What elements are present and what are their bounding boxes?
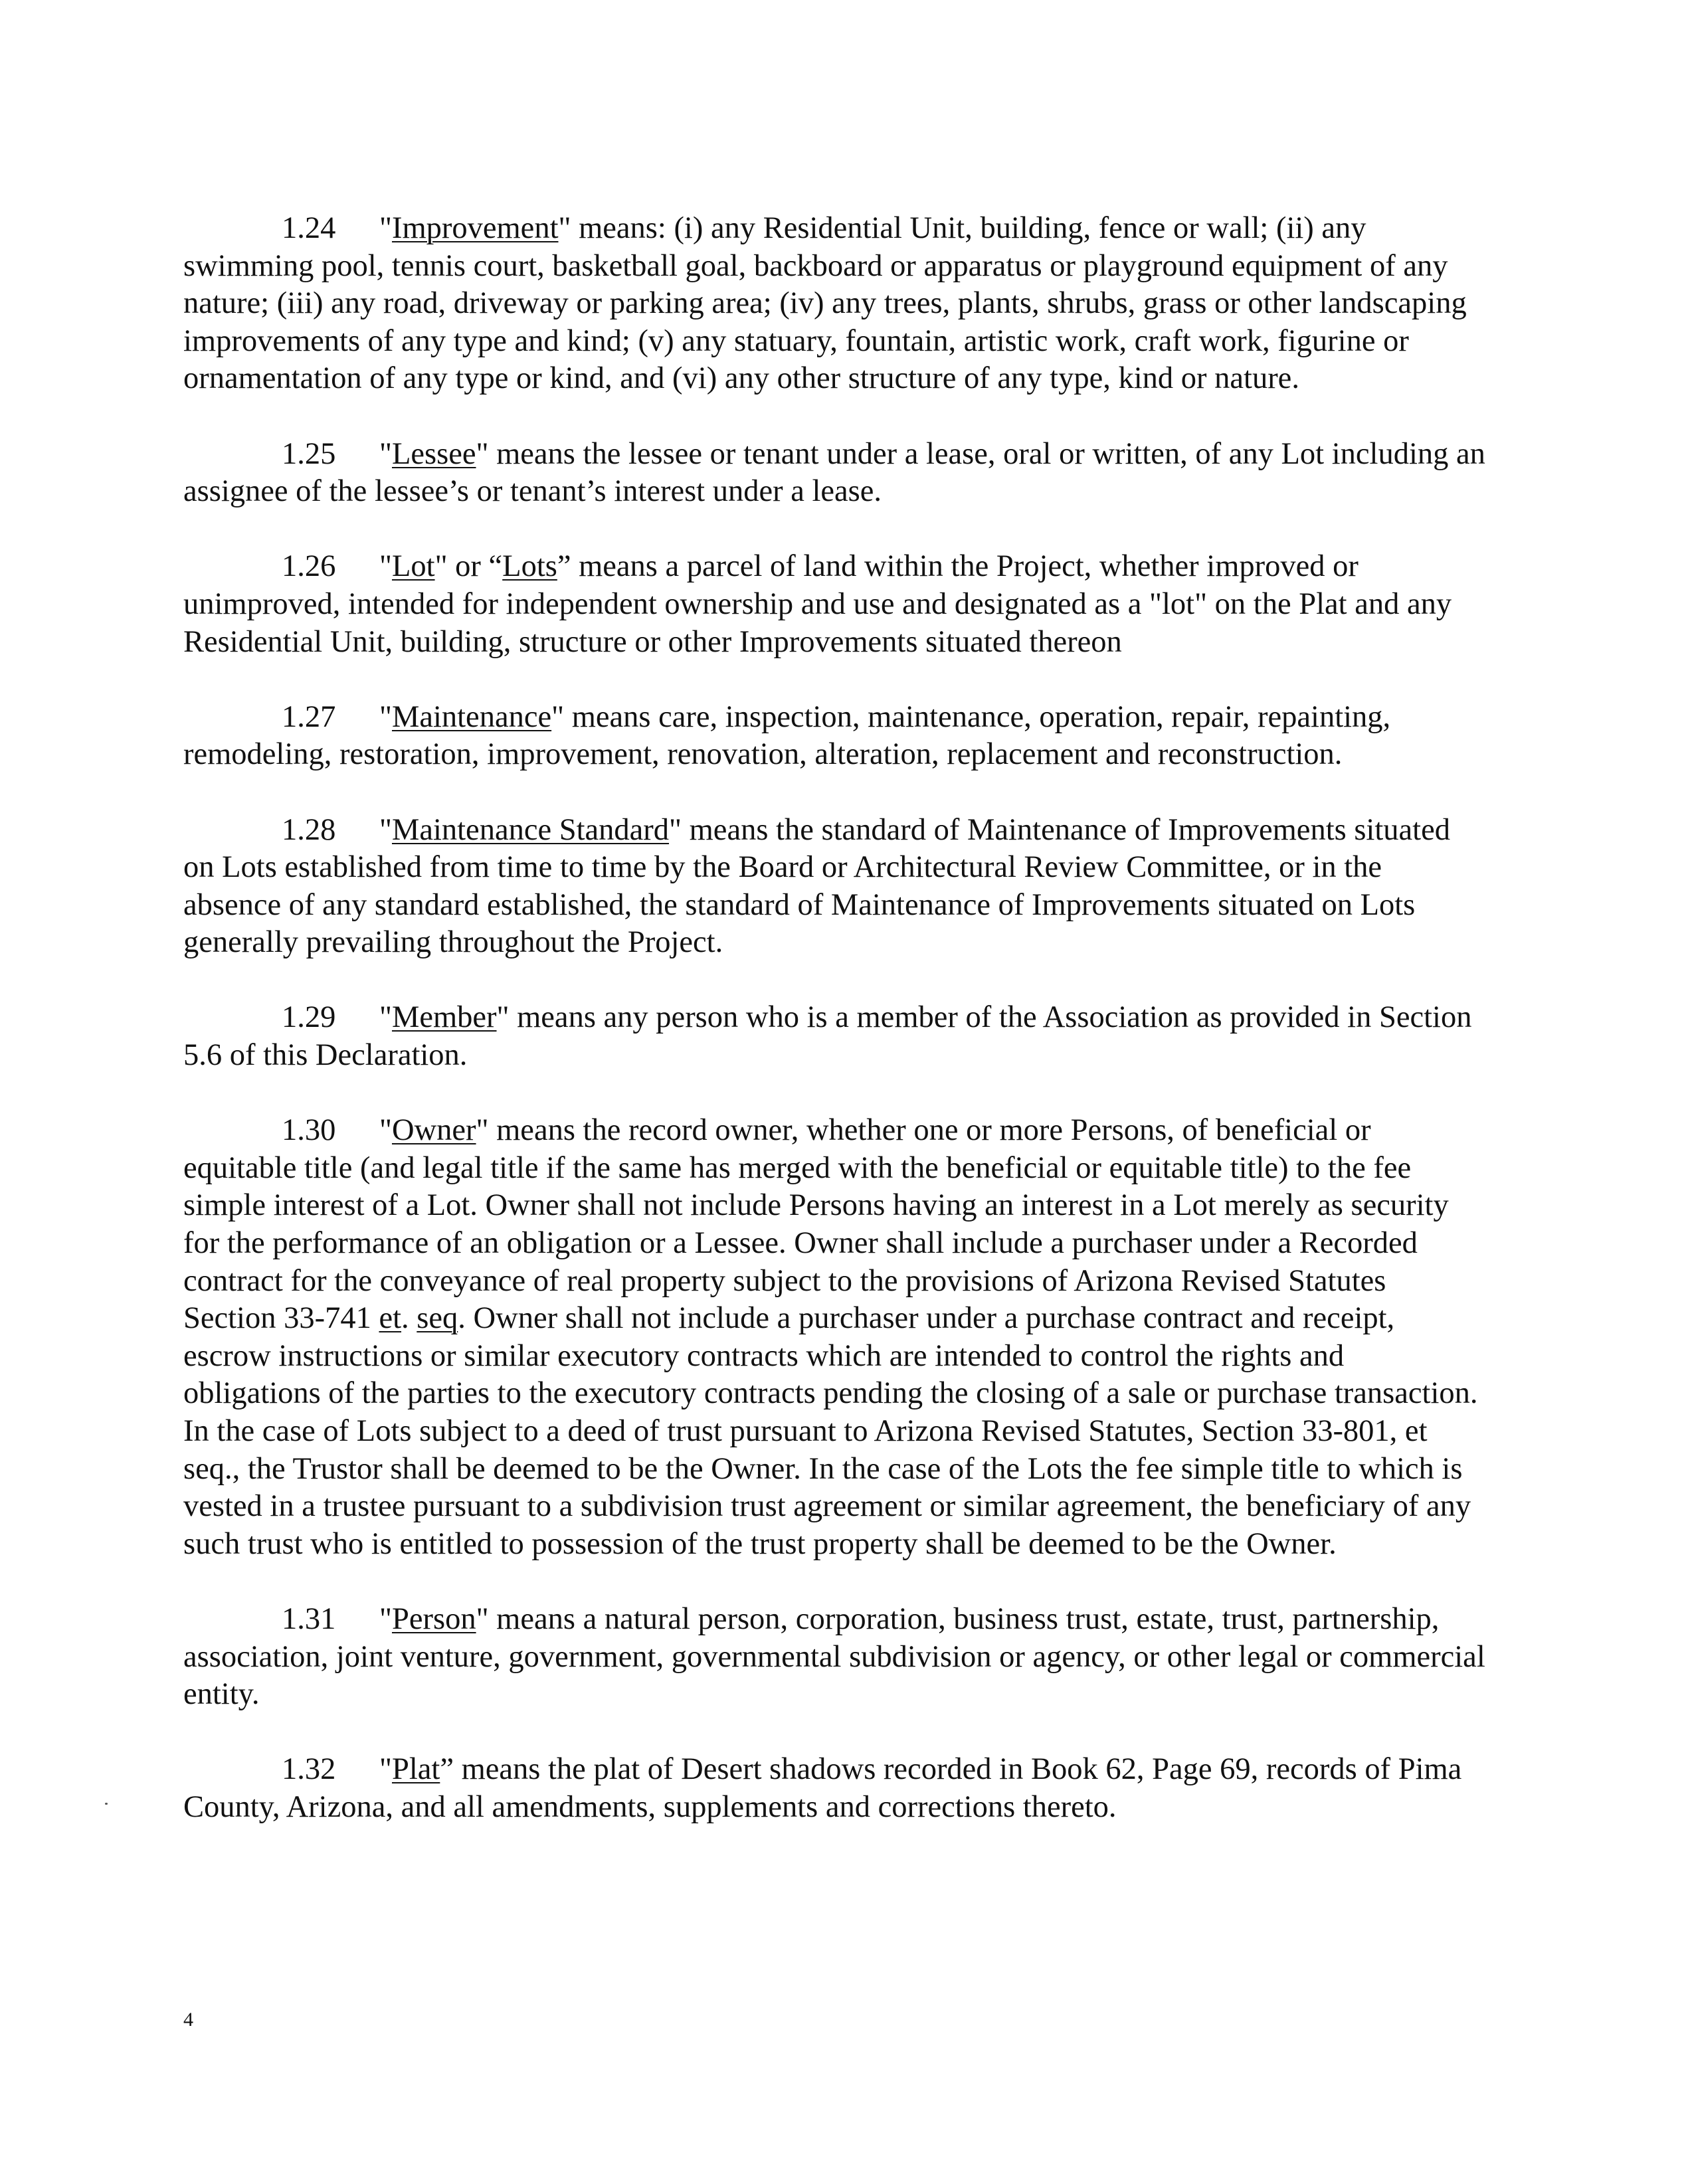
definition-text: " means any person who is a member of the Association as provided in Section 5.6 of this Declaration. <box>183 1000 1472 1073</box>
quote-mark: " <box>379 549 392 584</box>
definition-text: " means the record owner, whether one or more Persons, of beneficial or equitable title (and legal title if the same has merged with the beneficial or equitable title) to the fee simple interest of a Lot. Owner shall not include Persons having an interest in a Lot merely as security for the performance of an obligation or a Lessee. Owner shall include a purchaser under a Recorded contract for the conveyance of real property subject to the provisions of Arizona Revised Statutes Section 33-741 <box>183 1113 1449 1336</box>
definition-text: " means the standard of Maintenance of Improvements situated on Lots established from time to time by the Board or Architectural Review Committee, or in the absence of any standard established, the standard of Maintenance of Improvements situated on Lots generally prevailing throughout the Project. <box>183 812 1450 960</box>
section-number: 1.31 <box>282 1601 336 1636</box>
section-1-24 <box>183 210 1485 398</box>
defined-term: Maintenance Standard <box>391 812 670 847</box>
page-number: 4 <box>183 2009 193 2031</box>
section-number: 1.29 <box>282 1000 336 1035</box>
defined-term: Lessee <box>391 436 476 471</box>
document-page <box>183 210 1485 1864</box>
quote-mark: " <box>379 1752 392 1787</box>
defined-term: Lot <box>391 549 435 584</box>
defined-term: Maintenance <box>391 699 552 734</box>
quote-mark: " <box>379 699 392 734</box>
term-separator: " or “ <box>434 549 503 584</box>
defined-term: Owner <box>391 1113 476 1148</box>
quote-mark: " <box>379 211 392 245</box>
scan-speck <box>105 1803 108 1805</box>
defined-term: Improvement <box>391 211 559 245</box>
section-1-27 <box>183 699 1485 774</box>
quote-mark: " <box>379 812 392 847</box>
section-1-30 <box>183 1112 1485 1563</box>
quote-mark: " <box>379 1000 392 1035</box>
defined-term: Member <box>391 1000 497 1035</box>
section-1-32 <box>183 1751 1485 1826</box>
section-1-28 <box>183 812 1485 962</box>
definition-text: ” means the plat of Desert shadows recorded in Book 62, Page 69, records of Pima County, Arizona, and all amendments, supplements and corrections thereto. <box>183 1752 1462 1824</box>
section-number: 1.25 <box>282 436 336 471</box>
section-1-31 <box>183 1601 1485 1714</box>
abbreviation-separator: . <box>401 1301 417 1336</box>
definition-text: " means a natural person, corporation, business trust, estate, trust, partnership, association, joint venture, government, governmental subdivision or agency, or other legal or commercial entity. <box>183 1601 1485 1712</box>
section-1-26 <box>183 548 1485 661</box>
definition-text: ” means a parcel of land within the Project, whether improved or unimproved, intended for independent ownership and use and designated as a "lot" on the Plat and any Residential Unit, building, structure or other Improvements situated thereon <box>183 549 1452 659</box>
section-number: 1.32 <box>282 1752 336 1787</box>
defined-term: Person <box>391 1601 476 1636</box>
definition-text: " means: (i) any Residential Unit, building, fence or wall; (ii) any swimming pool, tennis court, basketball goal, backboard or apparatus or playground equipment of any nature; (iii) any road, driveway or parking area; (iv) any trees, plants, shrubs, grass or other landscaping improvements of any type and kind; (v) any statuary, fountain, artistic work, craft work, figurine or ornamentation of any type or kind, and (vi) any other structure of any type, kind or nature. <box>183 211 1467 396</box>
quote-mark: " <box>379 1113 392 1148</box>
quote-mark: " <box>379 436 392 471</box>
section-number: 1.26 <box>282 549 336 584</box>
section-number: 1.28 <box>282 812 336 847</box>
section-number: 1.24 <box>282 211 336 245</box>
et-abbreviation: et <box>379 1301 402 1336</box>
section-number: 1.27 <box>282 699 336 734</box>
defined-term-plural: Lots <box>502 549 557 584</box>
seq-abbreviation: seq <box>417 1301 458 1336</box>
section-1-25 <box>183 436 1485 511</box>
definition-text-continued: . Owner shall not include a purchaser under a purchase contract and receipt, escrow instructions or similar executory contracts which are intended to control the rights and obligations of the parties to the executory contracts pending the closing of a sale or purchase transaction. In the case of Lots subject to a deed of trust pursuant to Arizona Revised Statutes, Section 33-801, et seq., the Trustor shall be deemed to be the Owner. In the case of the Lots the fee simple title to which is vested in a trustee pursuant to a subdivision trust agreement or similar agreement, the beneficiary of any such trust who is entitled to possession of the trust property shall be deemed to be the Owner. <box>183 1301 1478 1561</box>
defined-term: Plat <box>391 1752 440 1787</box>
definition-text: " means the lessee or tenant under a lease, oral or written, of any Lot including an assignee of the lessee’s or tenant’s interest under a lease. <box>183 436 1485 509</box>
section-number: 1.30 <box>282 1113 336 1148</box>
section-1-29 <box>183 999 1485 1074</box>
definition-text: " means care, inspection, maintenance, operation, repair, repainting, remodeling, restoration, improvement, renovation, alteration, replacement and reconstruction. <box>183 699 1391 772</box>
quote-mark: " <box>379 1601 392 1636</box>
